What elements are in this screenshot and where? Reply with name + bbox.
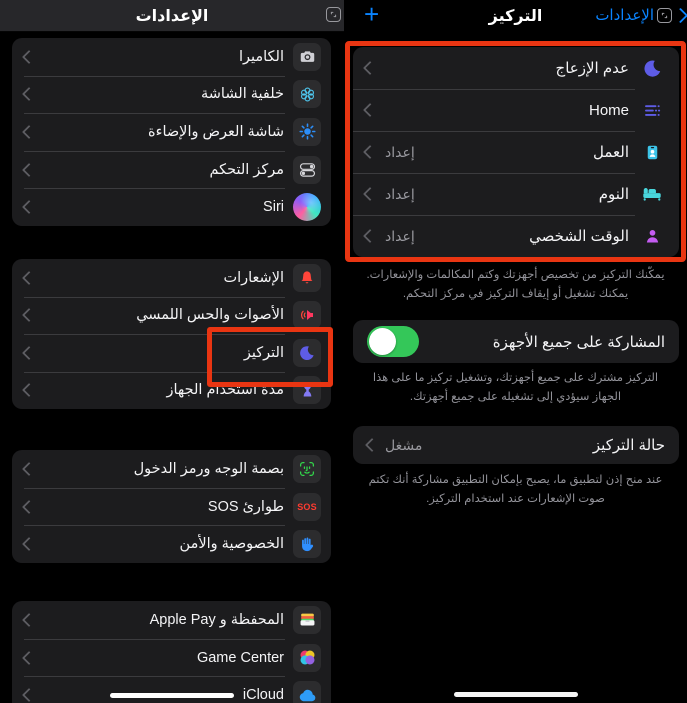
setup-label: إعداد bbox=[385, 143, 415, 160]
settings-header bbox=[0, 0, 344, 32]
wallet-icon bbox=[293, 606, 321, 634]
chevron-left-icon bbox=[363, 103, 377, 117]
chevron-left-icon bbox=[363, 145, 377, 159]
focus-item-label: الوقت الشخصي bbox=[529, 228, 629, 245]
sos-icon: SOS bbox=[293, 493, 321, 521]
chevron-left-icon bbox=[22, 650, 36, 664]
chevron-left-icon bbox=[22, 50, 36, 64]
settings-item-camera[interactable] bbox=[12, 38, 331, 76]
settings-group-3 bbox=[12, 450, 331, 563]
chevron-left-icon bbox=[365, 438, 379, 452]
back-to-settings-button[interactable] bbox=[595, 6, 686, 24]
settings-item-label: Game Center bbox=[196, 649, 284, 666]
settings-item-label: iCloud bbox=[242, 687, 284, 703]
expand-window-icon[interactable] bbox=[657, 8, 672, 23]
settings-item-label: مركز التحكم bbox=[209, 161, 284, 178]
sleep-bed-icon bbox=[639, 183, 665, 205]
settings-item-privacy-security[interactable] bbox=[12, 525, 331, 563]
focus-title: التركيز bbox=[488, 8, 543, 25]
settings-item-label: طوارئ SOS bbox=[207, 498, 284, 515]
settings-item-notifications[interactable] bbox=[12, 259, 331, 297]
settings-item-emergency-sos[interactable] bbox=[12, 488, 331, 526]
redacted-text-bar bbox=[110, 693, 234, 698]
focus-item-label: عدم الإزعاج bbox=[555, 60, 629, 77]
settings-item-label: شاشة العرض والإضاءة bbox=[148, 123, 284, 140]
share-across-devices-row bbox=[353, 320, 679, 363]
notifications-bell-icon bbox=[293, 264, 321, 292]
focus-status-row[interactable] bbox=[353, 426, 679, 464]
chevron-left-icon bbox=[363, 61, 377, 75]
settings-item-wallet-apple-pay[interactable] bbox=[12, 601, 331, 639]
control-center-icon bbox=[293, 156, 321, 184]
settings-item-icloud[interactable] bbox=[12, 676, 331, 703]
face-id-icon bbox=[293, 455, 321, 483]
focus-list-card bbox=[353, 47, 679, 257]
chevron-left-icon bbox=[22, 308, 36, 322]
highlight-box-focus-item bbox=[207, 327, 333, 387]
chevron-left-icon bbox=[363, 229, 377, 243]
chevron-left-icon bbox=[22, 163, 36, 177]
settings-item-label: بصمة الوجه ورمز الدخول bbox=[133, 460, 284, 477]
add-focus-button[interactable]: + bbox=[364, 0, 380, 29]
chevron-left-icon bbox=[22, 200, 36, 214]
sounds-haptics-icon bbox=[293, 301, 321, 329]
expand-window-icon[interactable] bbox=[326, 7, 341, 22]
settings-item-face-id-passcode[interactable] bbox=[12, 450, 331, 488]
setup-label: إعداد bbox=[385, 185, 415, 202]
settings-item-wallpaper[interactable] bbox=[12, 76, 331, 114]
chevron-left-icon bbox=[22, 383, 36, 397]
settings-group-4 bbox=[12, 601, 331, 703]
share-footer: التركيز مشترك على جميع أجهزتك، وتشغيل تركيز ما على هذا الجهاز سيؤدي إلى تشغيله على جميع أجهزتك. bbox=[372, 372, 659, 403]
chevron-right-icon bbox=[673, 7, 687, 23]
settings-item-label: الإشعارات bbox=[223, 269, 284, 286]
focus-item-work[interactable] bbox=[353, 131, 679, 173]
settings-item-label: الكاميرا bbox=[238, 48, 284, 65]
chevron-left-icon bbox=[22, 499, 36, 513]
status-footer: عند منح إذن لتطبيق ما، يصبح بإمكان التطبيق مشاركة أنك تكتم صوت الإشعارات عند استخدام التركيز. bbox=[368, 474, 663, 505]
settings-item-label: التركيز bbox=[243, 344, 284, 361]
chevron-left-icon bbox=[22, 537, 36, 551]
settings-item-display-brightness[interactable] bbox=[12, 113, 331, 151]
settings-item-label: الخصوصية والأمن bbox=[179, 536, 284, 553]
focus-item-label: Home bbox=[588, 101, 629, 119]
icloud-icon bbox=[293, 681, 321, 703]
focus-item-label: العمل bbox=[592, 144, 629, 161]
settings-item-game-center[interactable] bbox=[12, 639, 331, 677]
focus-item-sleep[interactable] bbox=[353, 173, 679, 215]
chevron-left-icon bbox=[22, 346, 36, 360]
settings-item-control-center[interactable] bbox=[12, 151, 331, 189]
settings-item-label: الأصوات والحس اللمسي bbox=[136, 307, 284, 324]
setup-label: إعداد bbox=[385, 227, 415, 244]
chevron-left-icon bbox=[22, 688, 36, 702]
chevron-left-icon bbox=[22, 271, 36, 285]
share-across-devices-toggle[interactable] bbox=[367, 326, 419, 357]
settings-item-label: Siri bbox=[263, 199, 284, 216]
focus-item-home[interactable] bbox=[353, 89, 679, 131]
siri-icon bbox=[293, 193, 321, 221]
focus-description: يمكّنك التركيز من تخصيص أجهزتك وكتم المكالمات والإشعارات. يمكنك تشغيل أو إيقاف التركيز في مركز التحكم. bbox=[366, 269, 665, 300]
settings-item-label: مدة استخدام الجهاز bbox=[166, 382, 284, 399]
focus-item-label: النوم bbox=[598, 186, 629, 203]
focus-status-value: مشغل bbox=[385, 436, 423, 453]
settings-item-label: المحفظة و Apple Pay bbox=[149, 611, 284, 628]
focus-item-do-not-disturb[interactable] bbox=[353, 47, 679, 89]
focus-panel bbox=[344, 0, 687, 703]
settings-item-siri[interactable] bbox=[12, 188, 331, 226]
settings-item-label: خلفية الشاشة bbox=[201, 86, 284, 103]
work-badge-icon bbox=[639, 143, 665, 162]
display-brightness-icon bbox=[293, 118, 321, 146]
settings-title: الإعدادات bbox=[135, 8, 209, 25]
home-indicator[interactable] bbox=[454, 692, 578, 697]
back-label: الإعدادات bbox=[595, 7, 654, 24]
game-center-icon bbox=[293, 644, 321, 672]
chevron-left-icon bbox=[22, 125, 36, 139]
personal-time-person-icon bbox=[639, 227, 665, 246]
focus-status-label: حالة التركيز bbox=[592, 437, 665, 454]
chevron-left-icon bbox=[22, 462, 36, 476]
focus-item-personal-time[interactable] bbox=[353, 215, 679, 257]
camera-icon bbox=[293, 43, 321, 71]
home-focus-icon bbox=[639, 100, 665, 121]
privacy-hand-icon bbox=[293, 530, 321, 558]
chevron-left-icon bbox=[363, 187, 377, 201]
settings-group-1 bbox=[12, 38, 331, 226]
share-across-devices-label: المشاركة على جميع الأجهزة bbox=[492, 333, 665, 351]
do-not-disturb-moon-icon bbox=[639, 58, 665, 79]
wallpaper-icon bbox=[293, 80, 321, 108]
chevron-left-icon bbox=[22, 87, 36, 101]
chevron-left-icon bbox=[22, 613, 36, 627]
